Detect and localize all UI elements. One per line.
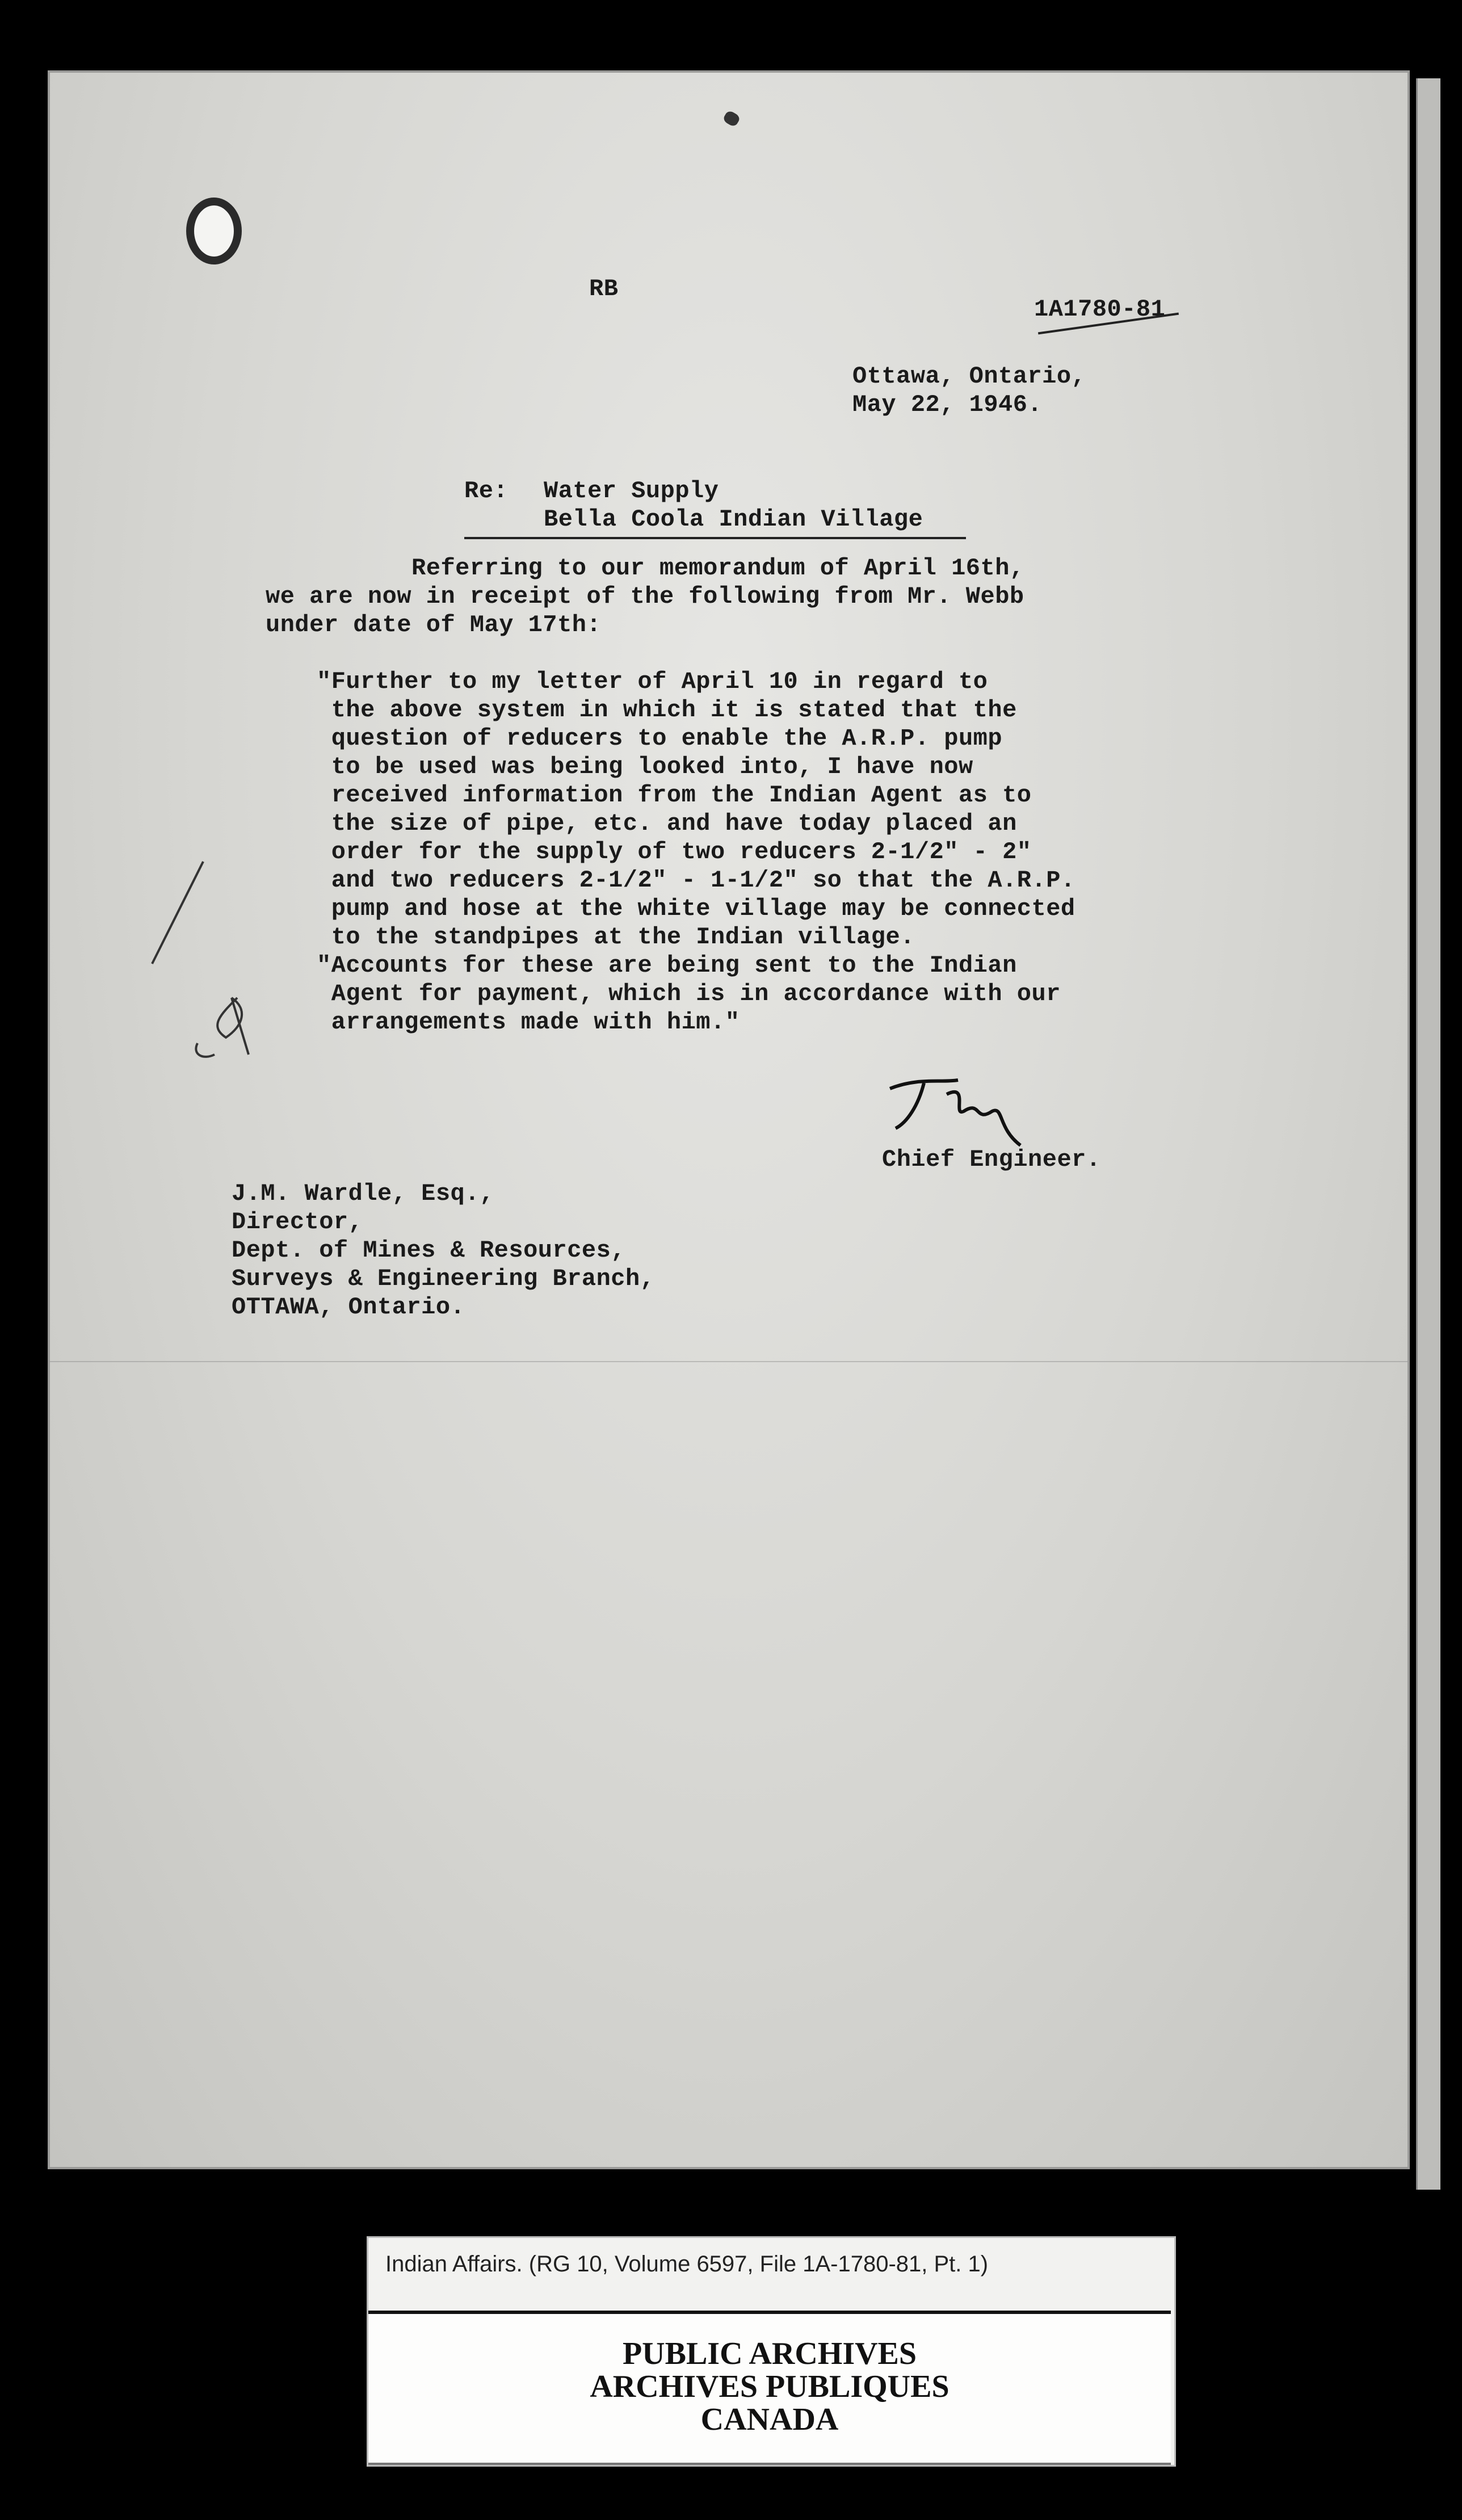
stamp-line-2: ARCHIVES PUBLIQUES (590, 2369, 950, 2404)
signatory-title: Chief Engineer. (882, 1146, 1101, 1173)
stamp-line-3: CANADA (700, 2402, 839, 2437)
quoted-paragraph-1: "Further to my letter of April 10 in regard to the above system in which it is stated that the question of reducers to enable the A.R.P. pump to be used was being looked into, I have now received information from the Indian Agent as to the size of pipe, etc. and have today placed an order for the supply of two reducers 2-1/2" - 2" and two reducers 2-1/2" - 1-1/2" so that the A.R.P. pump and hose at the white village may be connected to the standpipes at the Indian village. (317, 668, 1076, 951)
page-edge (1416, 78, 1440, 2190)
subject-line-2: Bella Coola Indian Village (544, 506, 923, 533)
letter-place: Ottawa, Ontario, (852, 363, 1086, 390)
subject-label: Re: (464, 477, 509, 505)
archive-stamp (368, 2311, 1171, 2465)
archive-label (367, 2236, 1176, 2467)
subject-underline (464, 537, 966, 539)
punch-hole (186, 198, 242, 264)
quoted-paragraph-2: "Accounts for these are being sent to the Indian Agent for payment, which is in accordance with our arrangements made with him." (317, 952, 1061, 1036)
handwritten-signature (884, 1072, 1032, 1157)
subject-line-1: Water Supply (544, 477, 719, 505)
ink-speck (722, 110, 741, 128)
letter-page (50, 73, 1408, 2167)
page-fold (50, 1361, 1408, 1362)
intro-paragraph: Referring to our memorandum of April 16th, we are now in receipt of the following from Mr. Webb under date of May 17th: (266, 555, 1024, 639)
stamp-line-1: PUBLIC ARCHIVES (622, 2336, 917, 2371)
addressee-block: J.M. Wardle, Esq., Director, Dept. of Mines & Resources, Surveys & Engineering Branch, OTTAWA, Ontario. (232, 1180, 655, 1321)
archive-citation: Indian Affairs. (RG 10, Volume 6597, File 1A-1780-81, Pt. 1) (385, 2252, 989, 2277)
initials: RB (589, 275, 619, 303)
margin-pencil-mark (141, 856, 288, 1083)
file-number: 1A1780-81 (1034, 296, 1166, 323)
letter-date: May 22, 1946. (852, 391, 1043, 418)
